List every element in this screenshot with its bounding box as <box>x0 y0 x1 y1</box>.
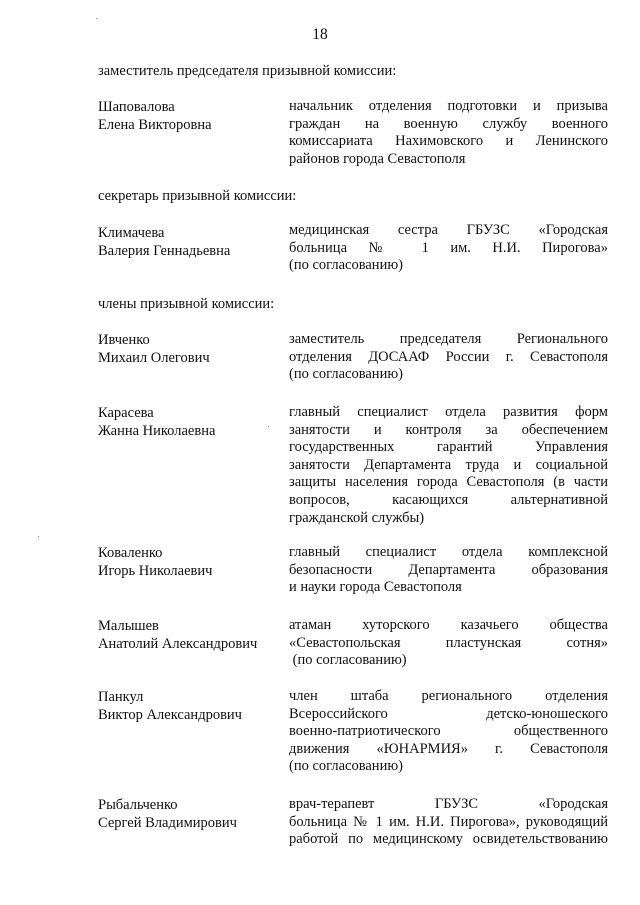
member-position <box>289 796 608 849</box>
position-line: движения «ЮНАРМИЯ» г. Севастополя <box>289 740 608 757</box>
scan-speck <box>268 426 269 427</box>
position-line: занятости и контроля за обеспечением <box>289 421 608 438</box>
position-line: главный специалист отдела комплексной <box>289 544 608 560</box>
member-given-names: Игорь Николаевич <box>98 563 213 579</box>
position-line: больница № 1 им. Н.И. Пирогова», руководящий <box>289 813 608 830</box>
member-position <box>289 98 608 168</box>
position-line: занятости Департамента труда и социальной <box>289 456 608 473</box>
member-surname: Рыбальченко <box>98 797 178 813</box>
scan-speck <box>38 536 39 537</box>
position-line: военно-патриотического общественного <box>289 723 608 740</box>
member-position <box>289 688 608 776</box>
position-line: атаман хуторского казачьего общества <box>289 617 608 633</box>
member-position <box>289 404 608 527</box>
position-line: (по согласованию) <box>289 257 403 274</box>
member-surname: Ивченко <box>98 332 150 348</box>
position-line: «Севастопольская пластунская сотня» <box>289 634 608 651</box>
position-line: отделения ДОСААФ России г. Севастополя <box>289 348 608 365</box>
member-name <box>98 224 288 260</box>
member-name <box>98 796 288 832</box>
position-line: районов города Севастополя <box>289 150 466 167</box>
position-line: главный специалист отдела развития форм <box>289 404 608 420</box>
position-line: Всероссийского детско-юношеского <box>289 705 608 722</box>
member-name <box>98 404 288 440</box>
position-line: безопасности Департамента образования <box>289 561 608 578</box>
member-name <box>98 331 288 367</box>
scan-speck <box>96 18 97 19</box>
member-name <box>98 98 288 134</box>
position-line: работой по медицинскому освидетельствованию <box>289 831 608 848</box>
position-line: больница № 1 им. Н.И. Пирогова» <box>289 239 608 256</box>
position-line: граждан на военную службу военного <box>289 115 608 132</box>
position-line: и науки города Севастополя <box>289 579 462 596</box>
member-position <box>289 331 608 384</box>
member-name <box>98 688 288 724</box>
position-line: медицинская сестра ГБУЗС «Городская <box>289 222 608 238</box>
member-given-names: Елена Викторовна <box>98 117 212 133</box>
member-given-names: Виктор Александрович <box>98 707 242 723</box>
member-surname: Малышев <box>98 618 159 634</box>
member-given-names: Валерия Геннадьевна <box>98 243 231 259</box>
position-line: государственных гарантий Управления <box>289 439 608 456</box>
member-given-names: Жанна Николаевна <box>98 423 216 439</box>
member-position <box>289 222 608 275</box>
position-line: вопросов, касающихся альтернативной <box>289 491 608 508</box>
position-line: врач-терапевт ГБУЗС «Городская <box>289 796 608 812</box>
deputy-chair-heading: заместитель председателя призывной комиссии: <box>98 63 397 79</box>
member-position <box>289 617 608 670</box>
position-line: заместитель председателя Регионального <box>289 331 608 347</box>
position-line: (по согласованию) <box>289 366 403 383</box>
member-surname: Климачева <box>98 225 165 241</box>
position-line: защиты населения города Севастополя (в части <box>289 474 608 491</box>
page-number: 18 <box>312 26 328 43</box>
member-surname: Шаповалова <box>98 99 175 115</box>
position-line: гражданской службы) <box>289 509 425 526</box>
members-heading: члены призывной комиссии: <box>98 296 275 312</box>
member-given-names: Сергей Владимирович <box>98 815 237 831</box>
secretary-heading: секретарь призывной комиссии: <box>98 188 297 204</box>
member-given-names: Михаил Олегович <box>98 350 210 366</box>
position-line: член штаба регионального отделения <box>289 688 608 704</box>
position-line: (по согласованию) <box>289 652 407 669</box>
member-name <box>98 617 288 653</box>
member-surname: Панкул <box>98 689 144 705</box>
member-position <box>289 544 608 597</box>
member-given-names: Анатолий Александрович <box>98 636 258 652</box>
position-line: начальник отделения подготовки и призыва <box>289 98 608 114</box>
member-surname: Карасева <box>98 405 154 421</box>
member-name <box>98 544 288 580</box>
position-line: комиссариата Нахимовского и Ленинского <box>289 133 608 150</box>
member-surname: Коваленко <box>98 545 163 561</box>
position-line: (по согласованию) <box>289 758 403 775</box>
